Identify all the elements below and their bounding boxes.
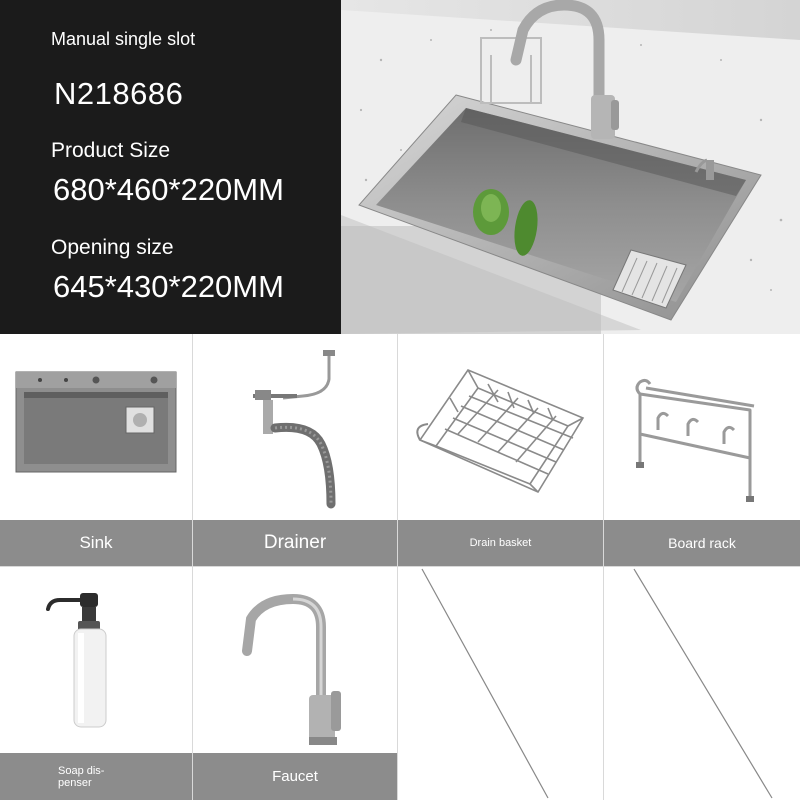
component-label: Drainer [193,520,397,566]
opening-size-label: Opening size [51,236,174,259]
component-label: Soap dis- penser [0,753,192,800]
component-label: Faucet [193,753,397,800]
sink-mode-label: Manual single slot [51,29,196,49]
installed-sink-photo [341,0,800,334]
opening-size-value: 645*430*220MM [53,269,284,304]
product-size-value: 680*460*220MM [53,172,284,207]
component-label: Drain basket [398,520,603,566]
component-label: Board rack [604,520,800,566]
drain-basket-icon [398,334,603,520]
grid-divider [397,334,398,800]
empty-slot [604,567,800,800]
empty-slot [398,567,603,800]
spec-panel [0,0,341,334]
sink-icon [0,334,192,520]
drainer-icon [193,334,397,520]
component-card-board-rack [604,334,800,566]
component-card-drain-basket [398,334,603,566]
soap-dispenser-icon [0,567,192,753]
board-rack-icon [604,334,800,520]
grid-divider [0,566,800,567]
component-card-faucet [193,567,397,800]
product-size-label: Product Size [51,139,171,162]
model-number: N218686 [54,76,184,111]
grid-divider [192,334,193,800]
component-card-soap-dispenser [0,567,192,800]
faucet-icon [193,567,397,753]
component-card-drainer [193,334,397,566]
grid-divider [603,334,604,800]
component-card-sink [0,334,192,566]
component-label: Sink [0,520,192,566]
